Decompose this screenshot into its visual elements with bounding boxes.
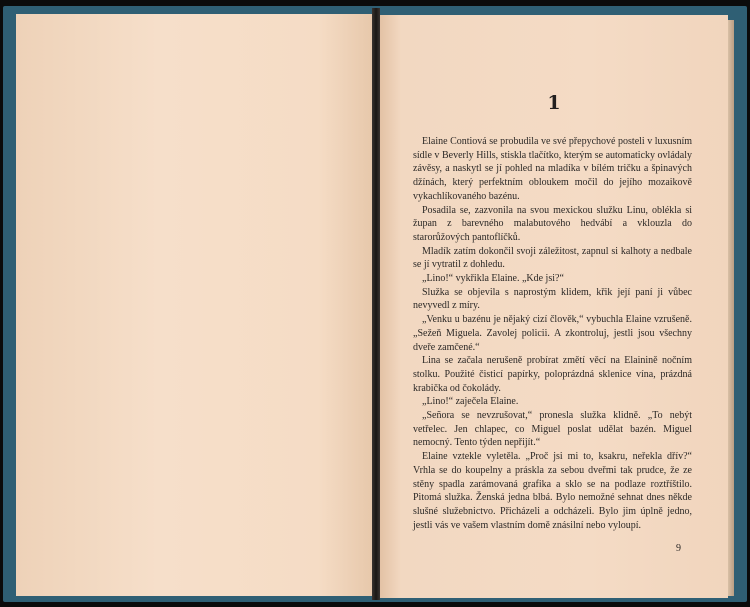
paragraph: „Venku u bazénu je nějaký cizí člověk,“ vybuchla Elaine vzrušeně. „Sežeň Miguela. Zavolej policii. A zkontroluj, jestli jsou všechny dveře zamčené.“ (413, 314, 692, 353)
left-page-blank (16, 14, 372, 596)
paragraph: Elaine vztekle vyletěla. „Proč jsi mi to, ksakru, neřekla dřív?“ Vrhla se do koupelny a práskla za sebou dveřmi tak prudce, že ze stěny spadla zarámovaná grafika a sklo se na podlaze roztříštilo. Pitomá služka. Ženská jedna blbá. Bylo nemožné sehnat dnes někde slušné služebnictvo. Přicházeli a odcházeli. Bylo jim úplně jedno, jestli vás ve vašem vlastním domě znásilní nebo vyloupí. (413, 451, 692, 531)
paragraph: Lina se začala nerušeně probírat změtí věcí na Elainině nočním stolku. Použité čisticí papírky, poloprázdná sklenice vína, prázdná krabička od čokolády. (413, 355, 692, 394)
chapter-body-text (413, 135, 692, 532)
paragraph: „Lino!“ zaječela Elaine. (422, 396, 519, 408)
page-number: 9 (676, 543, 681, 554)
paragraph: Služka se objevila s naprostým klidem, křik její paní ji vůbec nevyvedl z míry. (413, 286, 692, 312)
paragraph: Posadila se, zazvonila na svou mexickou služku Linu, oblékla si župan z barevného malabutového hedvábí a vklouzla do starorůžových pantoflíčků. (413, 204, 692, 243)
chapter-number: 1 (547, 92, 561, 114)
book-spine-gutter (372, 8, 380, 600)
paragraph: „Lino!“ vykřikla Elaine. „Kde jsi?“ (422, 273, 564, 285)
page-edges (728, 20, 734, 596)
paragraph: Elaine Contiová se probudila ve své přepychové posteli v luxusním sídle v Beverly Hills, stiskla tlačítko, kterým se automaticky ovládaly závěsy, a naskytl se jí pohled na mladíka v bílém tričku a špinavých džínách, který perfektním obloukem močil do jejího mozaikově vykachlíkovaného bazénu. (413, 136, 692, 202)
paragraph: „Señora se nevzrušovat,“ pronesla služka klidně. „To nebýt vetřelec. Jen chlapec, co Miguel poslat udělat bazén. Miguel nemocný. Tento týden nepřijít.“ (413, 410, 692, 449)
paragraph: Mladík zatím dokončil svoji záležitost, zapnul si kalhoty a nedbale se jí vytratil z dohledu. (413, 245, 692, 271)
